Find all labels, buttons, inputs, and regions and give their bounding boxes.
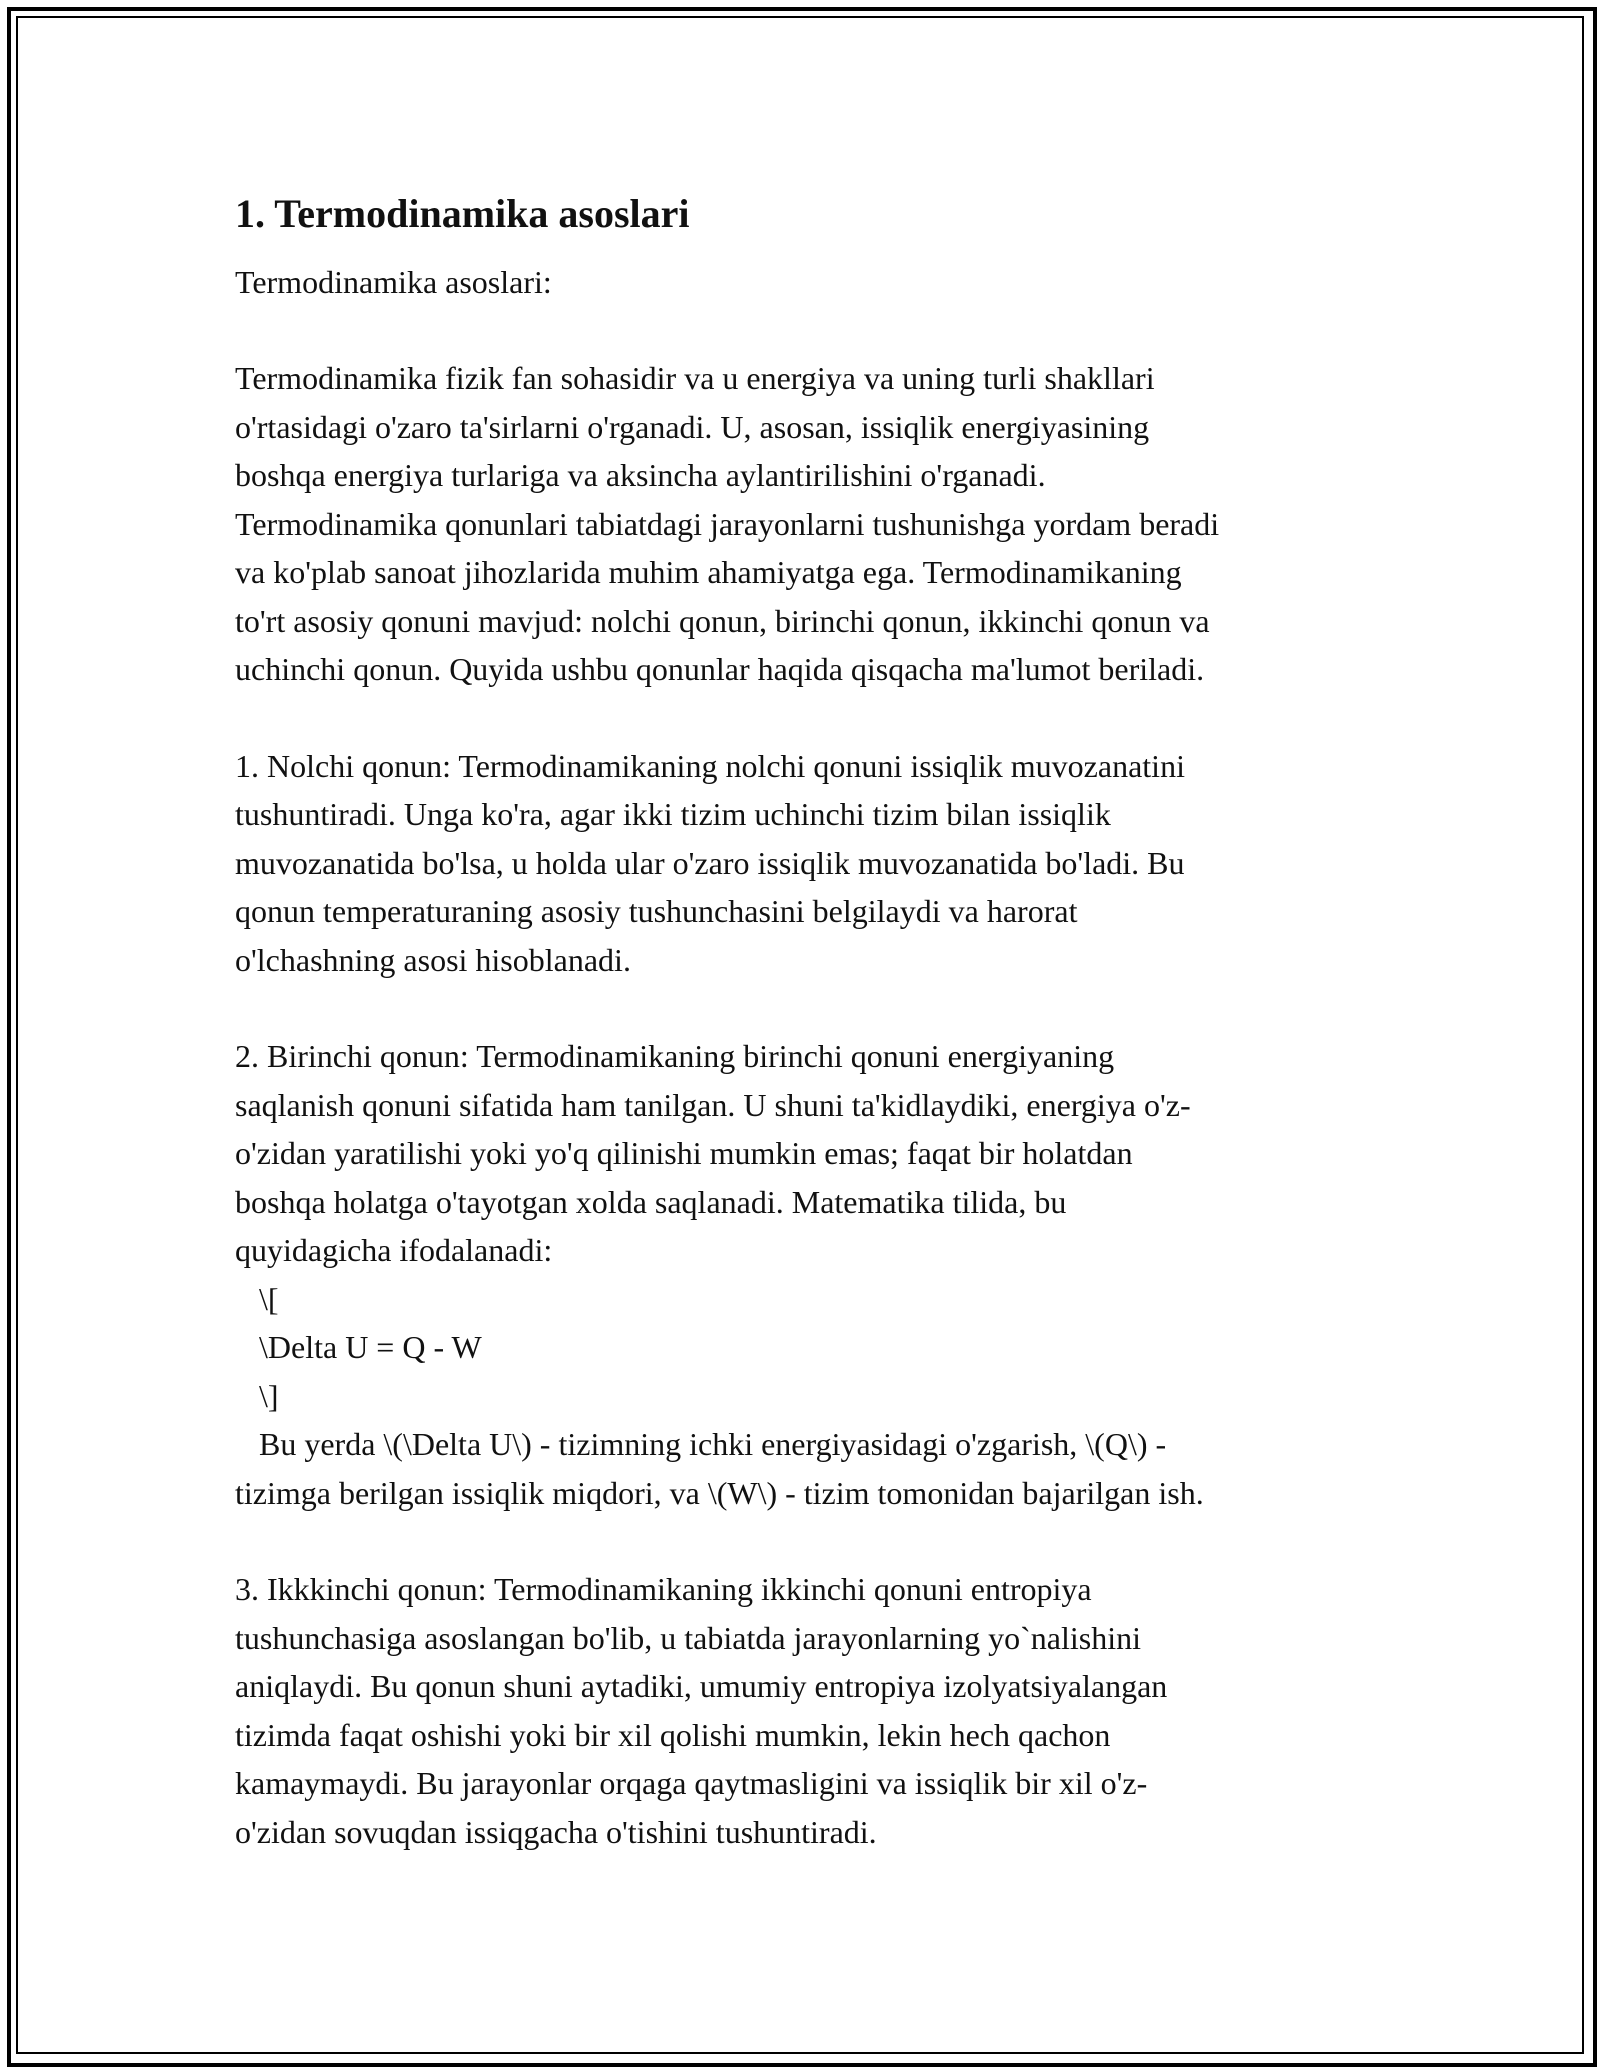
text-line: qonun temperaturaning asosiy tushunchasini belgilaydi va harorat	[235, 893, 1078, 929]
document-intro: Termodinamika asoslari:	[235, 264, 552, 300]
formula-line: \]	[235, 1377, 279, 1414]
text-line: quyidagicha ifodalanadi:	[235, 1232, 553, 1268]
paragraph-zeroth-law	[235, 742, 1375, 985]
text-line: va ko'plab sanoat jihozlarida muhim ahamiyatga ega. Termodinamikaning	[235, 554, 1182, 590]
text-line: 3. Ikkkinchi qonun: Termodinamikaning ikkinchi qonuni entropiya	[235, 1571, 1092, 1607]
paragraph-overview	[235, 354, 1375, 694]
text-line: Termodinamika fizik fan sohasidir va u energiya va uning turli shakllari	[235, 360, 1155, 396]
text-line: 2. Birinchi qonun: Termodinamikaning birinchi qonuni energiyaning	[235, 1038, 1115, 1074]
text-line: tizimda faqat oshishi yoki bir xil qolishi mumkin, lekin hech qachon	[235, 1716, 1111, 1753]
text-line: uchinchi qonun. Quyida ushbu qonunlar haqida qisqacha ma'lumot beriladi.	[235, 651, 1205, 687]
text-line: o'zidan sovuqdan issiqgacha o'tishini tushuntiradi.	[235, 1813, 877, 1850]
formula-line: \[	[235, 1280, 279, 1317]
text-line: tushuntiradi. Unga ko'ra, agar ikki tizim uchinchi tizim bilan issiqlik	[235, 796, 1111, 832]
document-body	[235, 190, 1375, 1856]
text-line: saqlanish qonuni sifatida ham tanilgan. U shuni ta'kidlaydiki, energiya o'z-	[235, 1086, 1191, 1123]
text-line: o'zidan yaratilishi yoki yo'q qilinishi mumkin emas; faqat bir holatdan	[235, 1135, 1133, 1171]
paragraph-second-law	[235, 1565, 1375, 1856]
text-line: Termodinamika qonunlari tabiatdagi jarayonlarni tushunishga yordam beradi	[235, 505, 1220, 542]
text-line: muvozanatida bo'lsa, u holda ular o'zaro issiqlik muvozanatida bo'ladi. Bu	[235, 844, 1185, 881]
formula-line: \Delta U = Q - W	[235, 1329, 482, 1365]
text-line: kamaymaydi. Bu jarayonlar orqaga qaytmasligini va issiqlik bir xil o'z-	[235, 1765, 1148, 1801]
document-title: 1. Termodinamika asoslari	[235, 191, 690, 236]
text-line: tushunchasiga asoslangan bo'lib, u tabiatda jarayonlarning yo`nalishini	[235, 1619, 1141, 1656]
text-line: o'rtasidagi o'zaro ta'sirlarni o'rganadi. U, asosan, issiqlik energiyasining	[235, 408, 1150, 445]
text-line: boshqa energiya turlariga va aksincha aylantirilishini o'rganadi.	[235, 457, 1046, 493]
text-line: 1. Nolchi qonun: Termodinamikaning nolchi qonuni issiqlik muvozanatini	[235, 747, 1185, 784]
text-line: tizimga berilgan issiqlik miqdori, va \(W\) - tizim tomonidan bajarilgan ish.	[235, 1474, 1204, 1511]
paragraph-first-law	[235, 1032, 1375, 1517]
text-line: to'rt asosiy qonuni mavjud: nolchi qonun, birinchi qonun, ikkinchi qonun va	[235, 602, 1210, 639]
text-line: Bu yerda \(\Delta U\) - tizimning ichki energiyasidagi o'zgarish, \(Q\) -	[235, 1426, 1167, 1462]
text-line: o'lchashning asosi hisoblanadi.	[235, 941, 631, 978]
text-line: aniqlaydi. Bu qonun shuni aytadiki, umumiy entropiya izolyatsiyalangan	[235, 1668, 1168, 1704]
text-line: boshqa holatga o'tayotgan xolda saqlanadi. Matematika tilida, bu	[235, 1183, 1067, 1220]
